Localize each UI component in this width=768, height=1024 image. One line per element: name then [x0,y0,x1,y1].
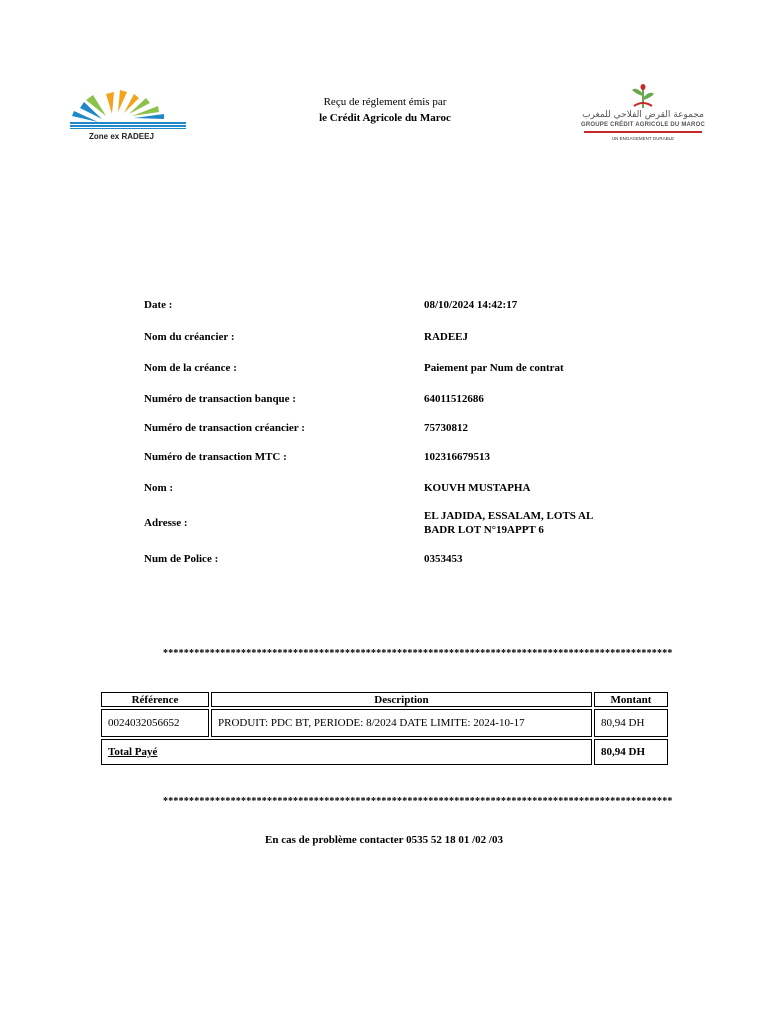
total-row [101,739,668,765]
address-value [424,509,593,537]
credit-agricole-logo [580,84,706,146]
contact-footer: En cas de problème contacter 0535 52 18 01 /02 /03 [265,834,503,846]
address-line1: EL JADIDA, ESSALAM, LOTS AL [424,510,594,522]
receipt-title-line2: le Crédit Agricole du Maroc [319,112,451,124]
date-label: Date : [144,299,173,311]
total-label: Total Payé [108,746,158,758]
policy-number-value: 0353453 [424,553,463,565]
credit-agricole-rule [584,131,702,133]
receipt-title-line1: Reçu de réglement émis par [323,96,447,108]
policy-number-label: Num de Police : [144,553,219,565]
creditor-name-label: Nom du créancier : [144,331,235,343]
total-label-cell [101,739,592,765]
radeej-logo [66,86,190,142]
amount-cell: 80,94 DH [594,709,668,737]
credit-agricole-latin-name: GROUPE CRÉDIT AGRICOLE DU MAROC [581,122,705,128]
table-header-row [101,692,668,707]
customer-name-value: KOUVH MUSTAPHA [424,482,531,494]
radeej-sunburst-icon [66,86,190,134]
address-label: Adresse : [144,517,188,529]
column-header-reference: Référence [101,692,209,707]
credit-agricole-arabic-name: مجموعة القرض الفلاحي للمغرب [582,110,704,120]
customer-name-label: Nom : [144,482,174,494]
credit-agricole-tagline: UN ENGAGEMENT DURABLE [611,136,675,141]
claim-name-label: Nom de la créance : [144,362,237,374]
receipt-title [230,94,540,126]
radeej-logo-caption: Zone ex RADEEJ [89,132,154,141]
creditor-name-value: RADEEJ [424,331,469,343]
claim-name-value: Paiement par Num de contrat [424,362,564,374]
reference-cell: 0024032056652 [101,709,209,737]
bank-transaction-label: Numéro de transaction banque : [144,393,296,405]
description-cell: PRODUIT: PDC BT, PERIODE: 8/2024 DATE LIMITE: 2024-10-17 [211,709,592,737]
column-header-amount: Montant [594,692,668,707]
date-value: 08/10/2024 14:42:17 [424,299,518,311]
mtc-transaction-label: Numéro de transaction MTC : [144,451,287,463]
payment-table [99,690,670,767]
bank-transaction-value: 64011512686 [424,393,484,405]
mtc-transaction-value: 102316679513 [424,451,490,463]
total-amount-cell: 80,94 DH [594,739,668,765]
wheat-sprout-icon [580,84,706,110]
creditor-transaction-label: Numéro de transaction créancier : [144,422,305,434]
address-line2: BADR LOT N°19APPT 6 [424,524,544,536]
table-row [101,709,668,737]
separator-top: ************************************************************************************************** [163,648,673,659]
separator-bottom: ************************************************************************************************** [163,796,673,807]
creditor-transaction-value: 75730812 [424,422,468,434]
column-header-description: Description [211,692,592,707]
